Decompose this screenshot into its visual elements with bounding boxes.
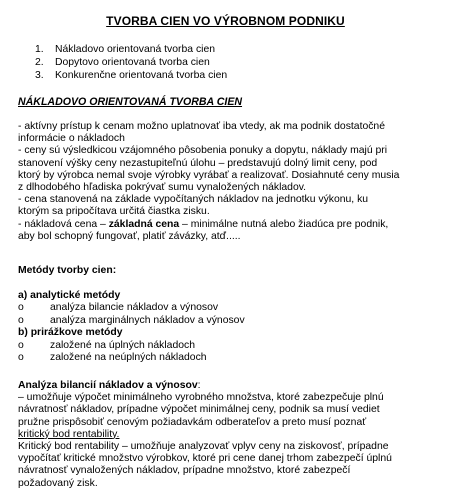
section-heading: NÁKLADOVO ORIENTOVANÁ TVORBA CIEN bbox=[18, 96, 243, 108]
paragraph-line: - ceny sú výsledkicou vzájomného pôsobenia ponuky a dopytu, náklady majú pri bbox=[18, 145, 388, 157]
analysis-title-suffix: : bbox=[197, 380, 201, 391]
methods-group-heading: b) prirážkove metódy bbox=[18, 327, 123, 339]
methods-item-text: analýza bilancie nákladov a výnosov bbox=[50, 302, 219, 314]
paragraph-line: pružne prispôsobiť cenovým požiadavkám odberateľov a preto musí poznať bbox=[18, 416, 367, 428]
methods-item bbox=[18, 352, 245, 364]
text-run: – minimálne nutná alebo žiadúca pre podnik, bbox=[179, 218, 389, 230]
analysis-heading bbox=[18, 380, 443, 392]
methods-item-text: založené na úplných nákladoch bbox=[50, 339, 195, 351]
toc-item bbox=[35, 43, 227, 56]
underlined-term: kritický bod rentability. bbox=[18, 428, 120, 440]
toc-number: 1. bbox=[35, 44, 44, 55]
bullet-icon: o bbox=[18, 339, 24, 351]
paragraph-line: - cena stanovená na základe vypočítaných nákladov na jednotku výkonu, ku bbox=[18, 194, 369, 206]
paragraph-line: vypočítať kritické množstvo výrobkov, ktoré pri cene danej trhom zabezpečí úplnú bbox=[18, 453, 392, 465]
analysis-title: Analýza bilancií nákladov a výnosov bbox=[18, 380, 198, 391]
methods-group-heading: a) analytické metódy bbox=[18, 290, 121, 301]
toc-item bbox=[35, 69, 227, 82]
methods-item-text: analýza marginálnych nákladov a výnosov bbox=[50, 314, 245, 326]
toc-number: 3. bbox=[35, 70, 44, 81]
table-of-contents bbox=[35, 43, 227, 82]
bullet-icon: o bbox=[18, 314, 24, 326]
paragraph-line: návratnosť nákladov, prípadne výpočet minimálnej ceny, podnik sa musí vediet bbox=[18, 404, 380, 416]
paragraph-line: návratnosť vynaložených nákladov, prípadne množstvo, ktoré zabezpečí bbox=[18, 465, 351, 477]
paragraph-line: - aktívny prístup k cenam možno uplatnovať iba vtedy, ak ma podnik dostatočné bbox=[18, 121, 385, 132]
methods-list bbox=[18, 290, 245, 364]
paragraph-line bbox=[18, 219, 443, 231]
document-title: TVORBA CIEN VO VÝROBNOM PODNIKU bbox=[106, 14, 345, 28]
paragraph-line: z dlhodobého hľadiska pokrývať sumu vynaložených nákladov. bbox=[18, 182, 307, 194]
analysis-section bbox=[18, 380, 443, 490]
methods-item-text: založené na neúplných nákladoch bbox=[50, 352, 207, 364]
paragraph-line: stanovení výšky ceny nezastupiteľnú úlohu – predstavujú dolný limit ceny, pod bbox=[18, 157, 378, 169]
bullet-icon: o bbox=[18, 352, 24, 364]
paragraph-line: ktorým sa pripočítava určitá čiastka zisku. bbox=[18, 206, 210, 218]
methods-item bbox=[18, 315, 245, 327]
toc-text: Dopytovo orientovaná tvorba cien bbox=[55, 57, 210, 68]
toc-text: Nákladovo orientovaná tvorba cien bbox=[55, 44, 215, 55]
intro-paragraph bbox=[18, 121, 443, 243]
paragraph-line: informácie o nákladoch bbox=[18, 133, 125, 145]
methods-title: Metódy tvorby cien: bbox=[18, 265, 117, 276]
text-run: - nákladová cena – bbox=[18, 218, 109, 230]
paragraph-line: ktorý by výrobca nemal svoje výrobky vyrábať a realizovať. Dosiahnuté ceny musia bbox=[18, 169, 400, 181]
paragraph-line: Kritický bod rentability – umožňuje analyzovať vplyv ceny na ziskovosť, prípadne bbox=[18, 441, 389, 453]
paragraph-line: požadovaný zisk. bbox=[18, 477, 98, 489]
toc-number: 2. bbox=[35, 57, 44, 68]
paragraph-line: – umožňuje výpočet minimálneho vyrobného množstva, ktoré zabezpečuje plnú bbox=[18, 392, 384, 404]
methods-item bbox=[18, 302, 245, 314]
bold-term: základná cena bbox=[108, 218, 180, 230]
toc-item bbox=[35, 56, 227, 69]
paragraph-line: aby bol schopný fungovať, platiť závázky, atď..... bbox=[18, 230, 241, 242]
methods-item bbox=[18, 340, 245, 352]
bullet-icon: o bbox=[18, 302, 24, 314]
toc-text: Konkurenčne orientovaná tvorba cien bbox=[55, 70, 228, 81]
